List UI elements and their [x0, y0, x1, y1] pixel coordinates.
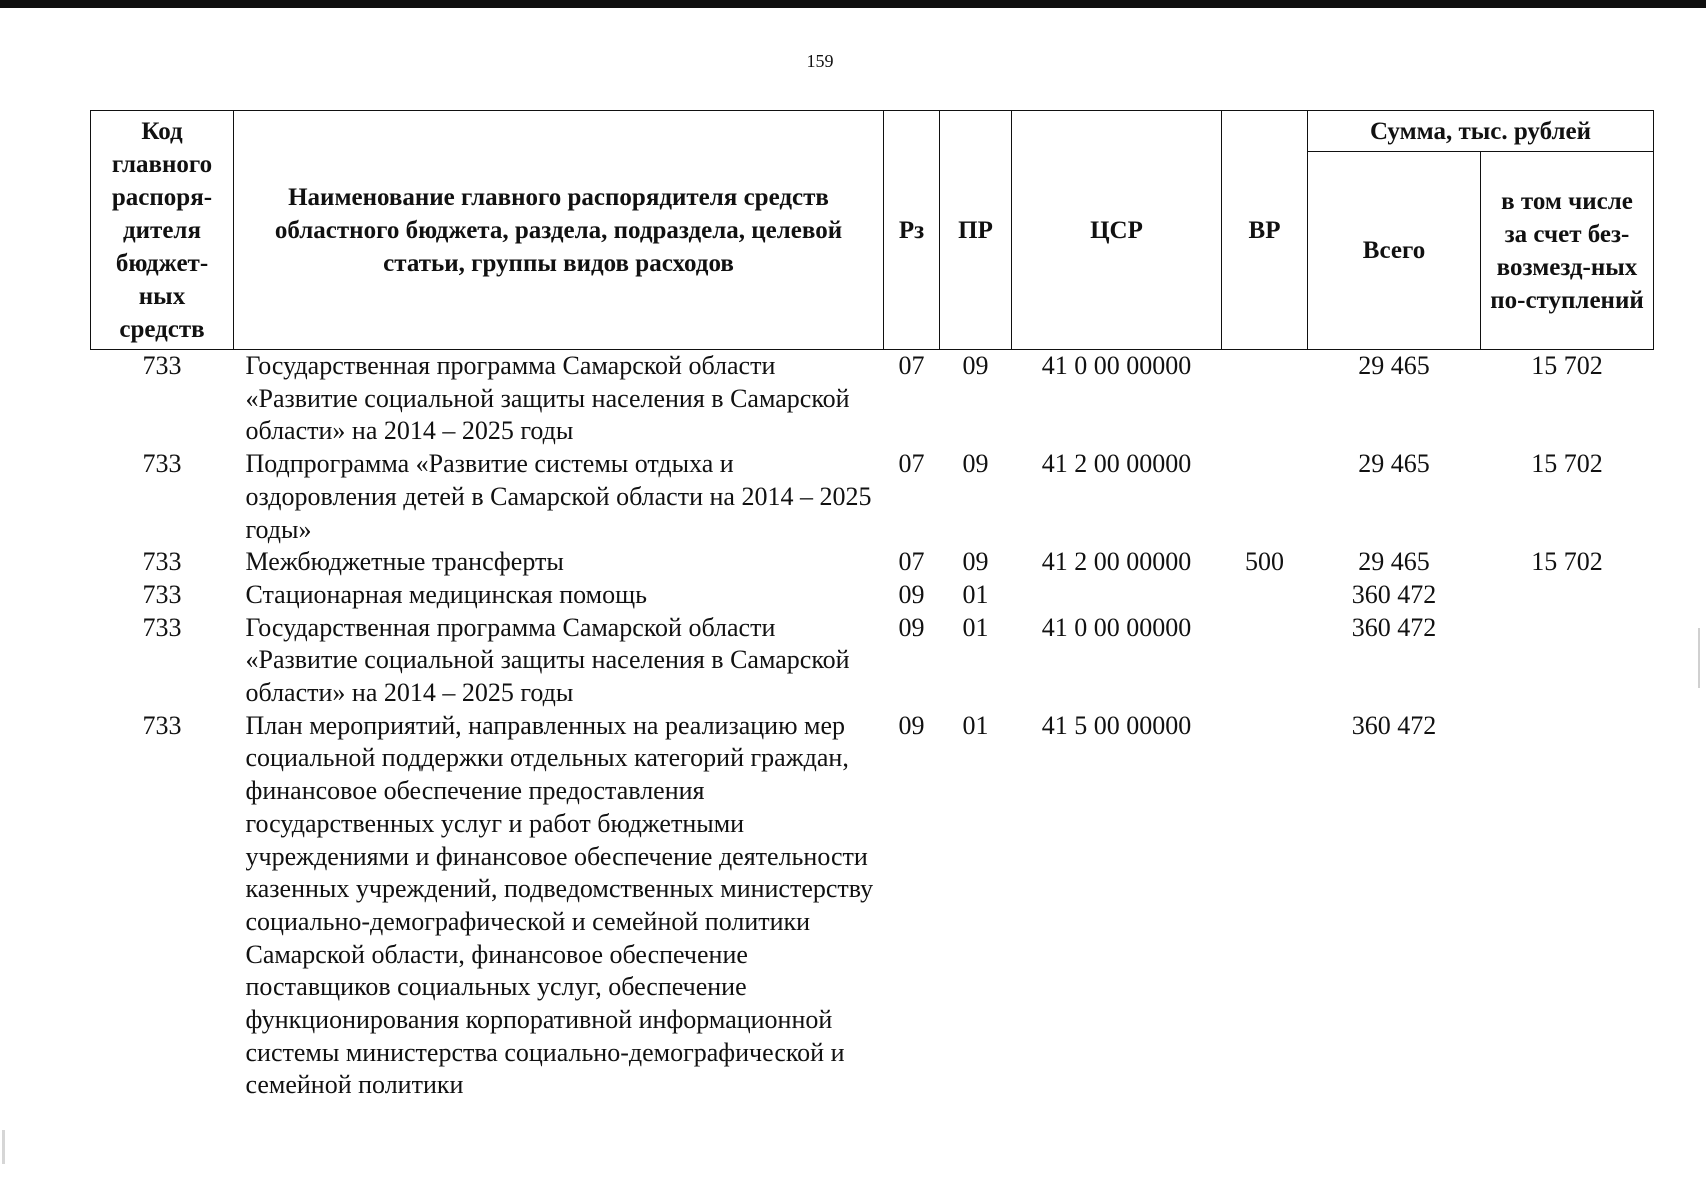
- row-name: Государственная программа Самарской области «Развитие социальной защиты населения в Самарской области» на 2014 – 2025 годы: [245, 612, 850, 708]
- row-csr: 41 0 00 00000: [1041, 351, 1192, 380]
- row-vr: [1222, 350, 1308, 449]
- row-csr: 41 2 00 00000: [1041, 449, 1192, 479]
- scan-speck: [2, 1130, 5, 1164]
- row-free: [1481, 579, 1654, 612]
- row-rz: 07: [898, 351, 925, 380]
- row-free: 15 702: [1531, 449, 1603, 479]
- row-csr: 41 2 00 00000: [1041, 547, 1192, 577]
- table-row: [91, 448, 1654, 546]
- row-total: 29 465: [1358, 449, 1430, 479]
- header-rz: Рз: [884, 111, 940, 350]
- row-code: 733: [142, 547, 182, 577]
- table-row: [91, 350, 1654, 449]
- row-name: Подпрограмма «Развитие системы отдыха и оздоровления детей в Самарской области на 2014 – 2025 годы»: [245, 449, 872, 544]
- row-code: 733: [142, 351, 182, 380]
- row-csr: 41 5 00 00000: [1041, 710, 1192, 740]
- header-vr: ВР: [1222, 111, 1308, 350]
- table-row: [91, 612, 1654, 710]
- table-row: [91, 579, 1654, 612]
- table-header-row: [91, 111, 1654, 152]
- row-code: 733: [142, 579, 182, 609]
- row-free: [1481, 612, 1654, 710]
- row-rz: 07: [898, 547, 925, 577]
- row-csr: [1012, 579, 1222, 612]
- row-vr: [1222, 710, 1308, 1102]
- row-csr: 41 0 00 00000: [1041, 612, 1192, 642]
- row-rz: 09: [898, 579, 925, 609]
- row-code: 733: [142, 612, 182, 642]
- row-total: 29 465: [1358, 547, 1430, 577]
- row-name: Государственная программа Самарской области «Развитие социальной защиты населения в Самарской области» на 2014 – 2025 годы: [245, 351, 850, 446]
- row-vr: [1222, 448, 1308, 546]
- row-total: 360 472: [1351, 579, 1437, 609]
- row-vr: [1222, 579, 1308, 612]
- row-pr: 09: [962, 547, 989, 577]
- row-code: 733: [142, 449, 182, 479]
- header-sum-group: Сумма, тыс. рублей: [1308, 111, 1654, 152]
- header-total: Всего: [1308, 152, 1481, 350]
- row-code: 733: [142, 710, 182, 740]
- row-free: 15 702: [1531, 351, 1603, 380]
- budget-table: [90, 110, 1654, 1102]
- row-pr: 09: [962, 449, 989, 479]
- row-vr: 500: [1245, 547, 1284, 577]
- row-pr: 01: [962, 710, 989, 740]
- header-code: Код главного распоря-дителя бюджет-ных средств: [91, 111, 234, 350]
- row-vr: [1222, 612, 1308, 710]
- header-free-receipts: в том числе за счет без-возмезд-ных по-ступлений: [1481, 152, 1654, 350]
- row-name: Межбюджетные трансферты: [245, 547, 564, 577]
- header-name: Наименование главного распорядителя средств областного бюджета, раздела, подраздела, целевой статьи, группы видов расходов: [234, 111, 884, 350]
- scan-top-border: [0, 0, 1706, 8]
- row-total: 360 472: [1351, 612, 1437, 642]
- row-free: 15 702: [1531, 547, 1603, 577]
- row-rz: 07: [898, 449, 925, 479]
- page-number: 159: [806, 51, 834, 71]
- row-rz: 09: [898, 710, 925, 740]
- row-rz: 09: [898, 612, 925, 642]
- row-free: [1481, 710, 1654, 1102]
- row-total: 360 472: [1351, 710, 1437, 740]
- table-row: [91, 710, 1654, 1102]
- header-csr: ЦСР: [1012, 111, 1222, 350]
- row-pr: 01: [962, 579, 989, 609]
- row-total: 29 465: [1358, 351, 1430, 380]
- row-pr: 01: [962, 612, 989, 642]
- header-pr: ПР: [940, 111, 1012, 350]
- row-name: План мероприятий, направленных на реализацию мер социальной поддержки отдельных категорий граждан, финансовое обеспечение предоставления государственных услуг и работ бюджетными учреждениями и финансовое обеспечение деятельности казенных учреждений, подведомственных министерству социально-демографической и семейной политики Самарской области, финансовое обеспечение поставщиков социальных услуг, обеспечение функционирования корпоративной информационной системы министерства социально-демографической и семейной политики: [245, 710, 874, 1100]
- scan-speck: [1698, 628, 1700, 688]
- row-name: Стационарная медицинская помощь: [245, 579, 647, 609]
- table-row: [91, 546, 1654, 579]
- row-pr: 09: [962, 351, 989, 380]
